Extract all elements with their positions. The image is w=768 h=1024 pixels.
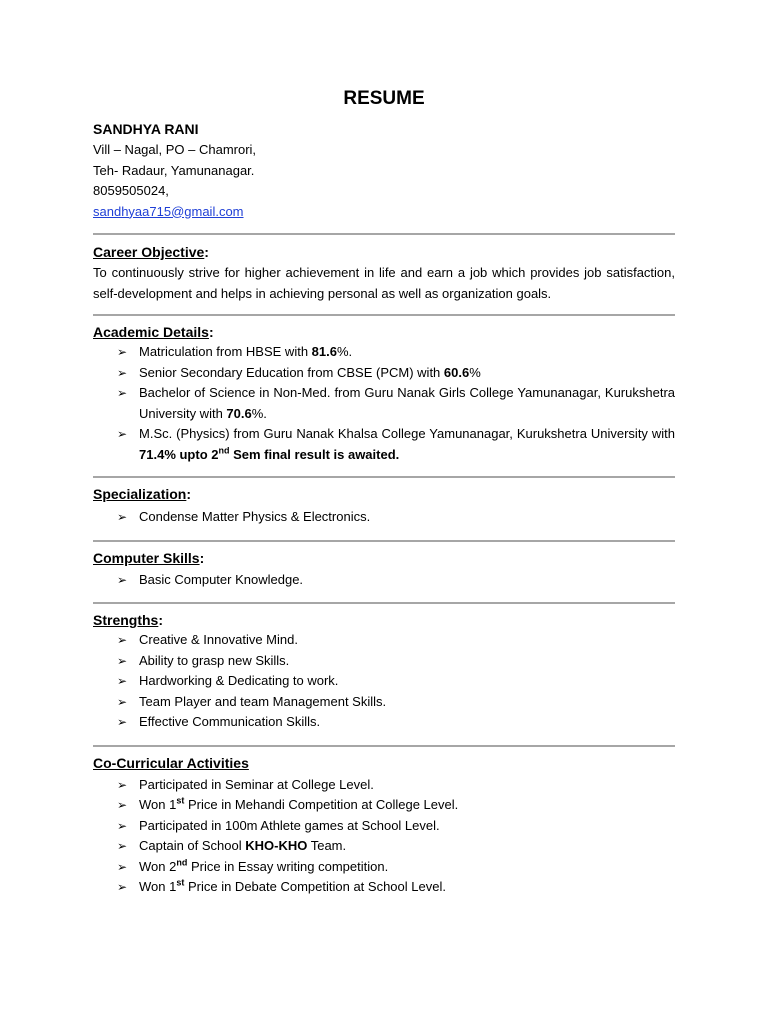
list-item: ➢ Senior Secondary Education from CBSE (PCM) with 60.6% (117, 363, 675, 384)
list-item: ➢ M.Sc. (Physics) from Guru Nanak Khalsa College Yamunanagar, Kurukshetra University with 71.4% upto 2nd Sem final result is awaited. (117, 426, 675, 462)
list-item: ➢ Won 2nd Price in Essay writing competition. (117, 857, 675, 878)
list-item: ➢ Effective Communication Skills. (117, 712, 675, 733)
strengths-heading: Strengths: (93, 612, 164, 628)
arrow-bullet-icon: ➢ (117, 572, 128, 587)
arrow-bullet-icon: ➢ (117, 777, 128, 792)
address-line-1: Vill – Nagal, PO – Chamrori, (93, 142, 257, 157)
list-item: ➢ Participated in Seminar at College Level. (117, 775, 675, 796)
arrow-bullet-icon: ➢ (117, 653, 128, 668)
list-item: ➢ Condense Matter Physics & Electronics. (117, 507, 675, 528)
arrow-bullet-icon: ➢ (117, 510, 128, 524)
list-item: ➢ Creative & Innovative Mind. (117, 630, 675, 651)
list-item: ➢ Ability to grasp new Skills. (117, 651, 675, 672)
academic-list (93, 342, 675, 465)
list-item: ➢ Won 1st Price in Debate Competition at School Level. (117, 877, 675, 898)
list-item: ➢ Bachelor of Science in Non-Med. from Guru Nanak Girls College Yamunanagar, Kurukshetra University with 70.6%. (117, 385, 675, 421)
page-title: RESUME (343, 88, 425, 109)
arrow-bullet-icon: ➢ (117, 859, 128, 874)
resume-page (93, 86, 675, 898)
arrow-bullet-icon: ➢ (117, 633, 128, 647)
arrow-bullet-icon: ➢ (117, 345, 128, 359)
co-curricular-list (93, 775, 675, 898)
email-line (93, 202, 675, 223)
arrow-bullet-icon: ➢ (117, 427, 128, 441)
computer-skills-heading: Computer Skills: (93, 549, 205, 566)
specialization-list (93, 507, 675, 528)
list-item: ➢ Team Player and team Management Skills. (117, 692, 675, 713)
career-objective-heading: Career Objective: (93, 244, 209, 260)
phone-number: 8059505024, (93, 183, 169, 198)
address-line-2: Teh- Radaur, Yamunanagar. (93, 162, 255, 178)
list-item: ➢ Captain of School KHO-KHO Team. (117, 836, 675, 857)
arrow-bullet-icon: ➢ (117, 386, 128, 400)
career-objective-text: To continuously strive for higher achievement in life and earn a job which provides job satisfaction, self-development and helps in achieving personal as well as organization goals. (93, 265, 675, 301)
arrow-bullet-icon: ➢ (117, 365, 128, 380)
arrow-bullet-icon: ➢ (117, 694, 128, 709)
co-curricular-heading: Co-Curricular Activities (93, 754, 249, 771)
list-item: ➢ Participated in 100m Athlete games at School Level. (117, 816, 675, 837)
list-item: ➢ Matriculation from HBSE with 81.6%. (117, 342, 675, 363)
candidate-name: SANDHYA RANI (93, 121, 199, 137)
specialization-heading: Specialization: (93, 486, 192, 502)
arrow-bullet-icon: ➢ (117, 839, 128, 853)
email-link[interactable]: sandhyaa715@gmail.com (93, 203, 244, 219)
arrow-bullet-icon: ➢ (117, 798, 128, 812)
arrow-bullet-icon: ➢ (117, 674, 128, 688)
computer-skills-list (93, 570, 675, 591)
list-item: ➢ Won 1st Price in Mehandi Competition at College Level. (117, 795, 675, 816)
academic-details-heading: Academic Details: (93, 324, 214, 340)
arrow-bullet-icon: ➢ (117, 818, 128, 833)
arrow-bullet-icon: ➢ (117, 880, 128, 894)
list-item: ➢ Basic Computer Knowledge. (117, 570, 675, 591)
list-item: ➢ Hardworking & Dedicating to work. (117, 671, 675, 692)
strengths-list (93, 630, 675, 733)
arrow-bullet-icon: ➢ (117, 715, 128, 729)
